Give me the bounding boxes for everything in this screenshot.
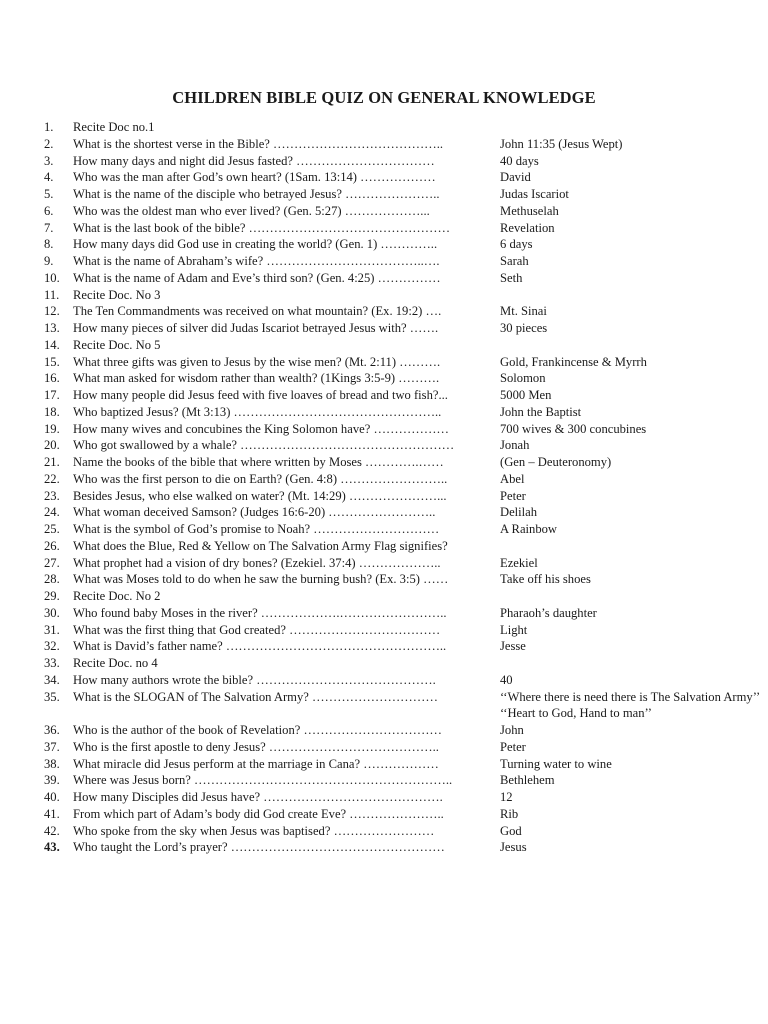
answer-text: Judas Iscariot xyxy=(500,187,569,201)
answer-text: Turning water to wine xyxy=(500,756,612,771)
question-text: Recite Doc. No 5 xyxy=(73,337,161,352)
answer-text: 5000 Men xyxy=(500,388,552,402)
question-row xyxy=(0,555,768,572)
question-number: 15. xyxy=(44,354,60,369)
answer-text: Peter xyxy=(500,739,526,754)
question-text: Name the books of the bible that where written by Moses ………….…… xyxy=(73,455,444,469)
question-text: How many Disciples did Jesus have? ……………………………………. xyxy=(73,790,443,804)
question-number: 8. xyxy=(44,237,54,252)
question-text: What man asked for wisdom rather than wealth? (1Kings 3:5-9) ………. xyxy=(73,371,440,386)
question-number: 36. xyxy=(44,723,60,737)
question-number: 23. xyxy=(44,488,60,503)
question-number: 5. xyxy=(44,187,54,201)
question-row xyxy=(0,370,768,387)
question-row xyxy=(0,655,768,672)
answer-text: David xyxy=(500,170,531,185)
answer-text: God xyxy=(500,823,522,838)
question-row xyxy=(0,169,768,186)
answer-text: 12 xyxy=(500,790,513,804)
question-number: 4. xyxy=(44,170,54,185)
answer-text: Abel xyxy=(500,471,525,486)
answer-text: Jesus xyxy=(500,840,527,855)
question-text: What is the name of Adam and Eve’s third son? (Gen. 4:25) …………… xyxy=(73,270,441,285)
question-row xyxy=(0,806,768,823)
question-row xyxy=(0,303,768,320)
question-row xyxy=(0,186,768,203)
question-text: What is the last book of the bible? ………………………………………… xyxy=(73,220,451,235)
question-row xyxy=(0,136,768,153)
answer-text: Jesse xyxy=(500,639,526,654)
answer-text: Mt. Sinai xyxy=(500,304,547,319)
question-number: 32. xyxy=(44,639,60,654)
question-row xyxy=(0,571,768,588)
question-row xyxy=(0,253,768,270)
question-number: 26. xyxy=(44,538,60,553)
question-number: 3. xyxy=(44,153,54,168)
question-row xyxy=(0,504,768,521)
answer-text: 6 days xyxy=(500,237,533,252)
question-row xyxy=(0,387,768,404)
question-text: What is the symbol of God’s promise to Noah? ………………………… xyxy=(73,522,440,536)
answer-text: Bethlehem xyxy=(500,773,555,788)
question-text: Who was the first person to die on Earth? (Gen. 4:8) …………………….. xyxy=(73,471,448,486)
answer-text: ‘‘Where there is need there is The Salvation Army’’ ‘‘Heart to God, Hand to man’’ xyxy=(500,689,760,721)
question-text: Recite Doc. no 4 xyxy=(73,656,158,670)
question-number: 1. xyxy=(44,120,54,134)
question-number: 41. xyxy=(44,806,60,821)
question-text: How many wives and concubines the King Solomon have? ……………… xyxy=(73,421,450,436)
question-row xyxy=(0,236,768,253)
question-number: 10. xyxy=(44,270,60,285)
answer-text: John the Baptist xyxy=(500,404,582,419)
question-text: How many pieces of silver did Judas Iscariot betrayed Jesus with? ……. xyxy=(73,321,439,335)
question-text: What was the first thing that God created? ……………………………… xyxy=(73,622,441,637)
page-title: CHILDREN BIBLE QUIZ ON GENERAL KNOWLEDGE xyxy=(172,88,596,107)
question-row xyxy=(0,119,768,136)
answer-text: 40 days xyxy=(500,153,539,168)
question-row xyxy=(0,605,768,622)
question-text: Who was the man after God’s own heart? (1Sam. 13:14) ……………… xyxy=(73,170,436,185)
answer-text: Sarah xyxy=(500,254,529,268)
question-number: 20. xyxy=(44,438,60,453)
answer-text: 700 wives & 300 concubines xyxy=(500,421,647,436)
question-text: What is the name of the disciple who betrayed Jesus? ………………….. xyxy=(73,187,440,201)
question-text: Who was the oldest man who ever lived? (Gen. 5:27) ………………... xyxy=(73,203,430,218)
question-number: 19. xyxy=(44,421,60,436)
question-text: What woman deceived Samson? (Judges 16:6-20) …………………….. xyxy=(73,505,436,520)
question-number: 14. xyxy=(44,337,60,352)
question-row xyxy=(0,839,768,856)
answer-text: Peter xyxy=(500,488,526,503)
question-number: 17. xyxy=(44,388,60,402)
question-text: Where was Jesus born? …………………………………………………….. xyxy=(73,773,453,788)
question-row xyxy=(0,404,768,421)
question-number: 21. xyxy=(44,455,60,469)
answer-text: Rib xyxy=(500,806,519,821)
answer-text: Light xyxy=(500,622,528,637)
question-row xyxy=(0,689,768,723)
question-text: Who baptized Jesus? (Mt 3:13) ………………………………………….. xyxy=(73,404,442,419)
question-text: What prophet had a vision of dry bones? (Ezekiel. 37:4) ……………….. xyxy=(73,555,441,570)
question-row xyxy=(0,521,768,538)
question-text: Who got swallowed by a whale? …………………………………………… xyxy=(73,438,455,453)
question-number: 18. xyxy=(44,404,60,419)
question-row xyxy=(0,756,768,773)
question-row xyxy=(0,722,768,739)
question-text: Who is the first apostle to deny Jesus? ………………………………….. xyxy=(73,739,439,754)
question-number: 38. xyxy=(44,756,60,771)
question-row xyxy=(0,638,768,655)
question-row xyxy=(0,588,768,605)
answer-text: Revelation xyxy=(500,220,555,235)
question-row xyxy=(0,538,768,555)
question-text: What is the name of Abraham’s wife? ………………………………..…. xyxy=(73,254,440,268)
question-row xyxy=(0,354,768,371)
question-text: Recite Doc. No 3 xyxy=(73,287,161,302)
answer-text: Solomon xyxy=(500,371,546,386)
question-text: Who taught the Lord’s prayer? …………………………………………… xyxy=(73,840,445,855)
question-row xyxy=(0,153,768,170)
question-text: How many days did God use in creating the world? (Gen. 1) ………….. xyxy=(73,237,438,252)
question-row xyxy=(0,789,768,806)
question-number: 25. xyxy=(44,522,60,536)
question-text: Besides Jesus, who else walked on water? (Mt. 14:29) …………………... xyxy=(73,488,447,503)
question-text: How many authors wrote the bible? ……………………………………. xyxy=(73,672,436,687)
question-row xyxy=(0,421,768,438)
question-number: 29. xyxy=(44,589,60,603)
question-row xyxy=(0,672,768,689)
question-row xyxy=(0,287,768,304)
question-number: 6. xyxy=(44,203,54,218)
question-text: What miracle did Jesus perform at the marriage in Cana? ……………… xyxy=(73,756,439,771)
answer-text: Methuselah xyxy=(500,203,559,218)
question-row xyxy=(0,823,768,840)
question-row xyxy=(0,320,768,337)
question-number: 37. xyxy=(44,739,60,754)
question-number: 34. xyxy=(44,672,60,687)
answer-text: John xyxy=(500,723,524,737)
answer-text: 30 pieces xyxy=(500,321,548,335)
question-row xyxy=(0,622,768,639)
question-number: 22. xyxy=(44,471,60,486)
answer-text: John 11:35 (Jesus Wept) xyxy=(500,136,623,151)
question-text: Who spoke from the sky when Jesus was baptised? …………………… xyxy=(73,823,435,838)
question-row xyxy=(0,437,768,454)
question-number: 30. xyxy=(44,605,60,620)
answer-text: Take off his shoes xyxy=(500,572,591,587)
question-text: What does the Blue, Red & Yellow on The Salvation Army Flag signifies? xyxy=(73,538,448,553)
question-number: 31. xyxy=(44,622,60,637)
answer-text: Delilah xyxy=(500,505,538,520)
question-number: 12. xyxy=(44,304,60,319)
question-row xyxy=(0,270,768,287)
answer-text: Pharaoh’s daughter xyxy=(500,605,597,620)
question-text: What is the shortest verse in the Bible? ………………………………….. xyxy=(73,136,444,151)
answer-text: Gold, Frankincense & Myrrh xyxy=(500,354,647,369)
question-number: 27. xyxy=(44,555,60,570)
answer-text: A Rainbow xyxy=(500,522,558,536)
question-number: 39. xyxy=(44,773,60,788)
question-row xyxy=(0,454,768,471)
question-text: Recite Doc. No 2 xyxy=(73,589,161,603)
question-row xyxy=(0,488,768,505)
question-row xyxy=(0,772,768,789)
question-text: Who is the author of the book of Revelation? …………………………… xyxy=(73,723,443,737)
question-number: 11. xyxy=(44,287,60,302)
question-row xyxy=(0,471,768,488)
question-text: From which part of Adam’s body did God create Eve? ………………….. xyxy=(73,806,444,821)
answer-text: Ezekiel xyxy=(500,555,538,570)
answer-text: Jonah xyxy=(500,438,530,453)
question-row xyxy=(0,739,768,756)
question-row xyxy=(0,337,768,354)
question-text: Recite Doc no.1 xyxy=(73,120,155,134)
answer-text: Seth xyxy=(500,270,523,285)
question-text: The Ten Commandments was received on what mountain? (Ex. 19:2) …. xyxy=(73,304,442,319)
question-number: 2. xyxy=(44,136,54,151)
question-number: 24. xyxy=(44,505,60,520)
question-text: How many people did Jesus feed with five loaves of bread and two fish?... xyxy=(73,388,448,402)
question-row xyxy=(0,220,768,237)
question-list xyxy=(0,119,768,856)
question-text: What was Moses told to do when he saw the burning bush? (Ex. 3:5) …… xyxy=(73,572,449,587)
question-text: How many days and night did Jesus fasted? …………………………… xyxy=(73,153,435,168)
question-number: 9. xyxy=(44,254,54,268)
question-number: 7. xyxy=(44,220,54,235)
answer-text: (Gen – Deuteronomy) xyxy=(500,455,612,469)
question-number: 42. xyxy=(44,823,60,838)
question-number: 35. xyxy=(44,689,60,704)
question-text: Who found baby Moses in the river? ……………….…………………….. xyxy=(73,605,447,620)
question-number: 40. xyxy=(44,790,60,804)
question-row xyxy=(0,203,768,220)
question-number: 28. xyxy=(44,572,60,587)
question-number: 43. xyxy=(44,840,60,855)
question-number: 16. xyxy=(44,371,60,386)
question-text: What is David’s father name? …………………………………………….. xyxy=(73,639,447,654)
question-text: What is the SLOGAN of The Salvation Army? ………………………… xyxy=(73,689,438,704)
question-text: What three gifts was given to Jesus by the wise men? (Mt. 2:11) ………. xyxy=(73,354,441,369)
answer-text: 40 xyxy=(500,672,513,687)
question-number: 13. xyxy=(44,321,60,335)
question-number: 33. xyxy=(44,656,60,670)
